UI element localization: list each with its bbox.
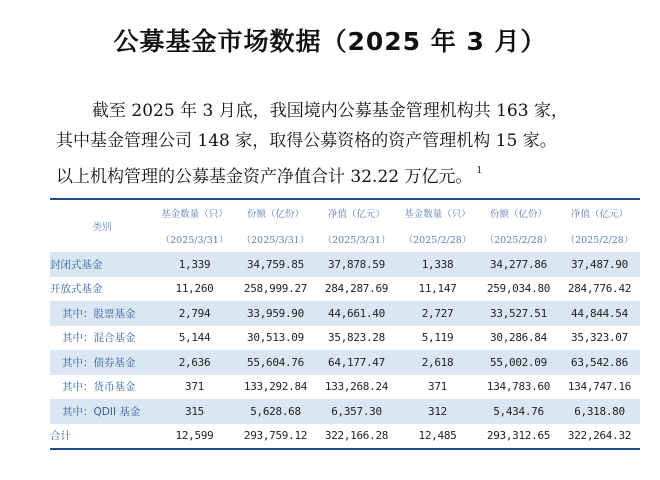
- column-date: （2025/2/28）: [403, 235, 472, 246]
- table-cell: 33,527.51: [478, 301, 559, 326]
- table-cell: 34,759.85: [235, 252, 316, 277]
- table-cell: 11,147: [418, 282, 457, 296]
- table-cell: 5,144: [178, 331, 211, 345]
- table-cell: 284,287.69: [324, 282, 389, 296]
- row-name: 其中：货币基金: [62, 381, 136, 394]
- table-cell: 33,959.90: [235, 301, 316, 326]
- table-cell: 322,166.28: [316, 424, 397, 450]
- column-date: （2025/2/28）: [565, 235, 634, 246]
- table-cell: 293,759.12: [235, 424, 316, 450]
- table-cell: 44,844.54: [559, 301, 640, 326]
- document-title: 公募基金市场数据（2025 年 3 月）: [113, 27, 547, 56]
- column-header: 份额（亿份）: [246, 209, 304, 220]
- table-row: [50, 399, 640, 424]
- column-date: （2025/3/31）: [241, 235, 310, 246]
- table-row: [50, 375, 640, 400]
- table-cell: 12,599: [154, 424, 235, 450]
- table-cell: 133,268.24: [324, 380, 389, 394]
- row-name: 封闭式基金: [50, 252, 154, 277]
- table-cell: 2,794: [154, 301, 235, 326]
- table-row: [50, 277, 640, 302]
- table-cell: 134,783.60: [486, 380, 551, 394]
- table-cell: 2,727: [397, 301, 478, 326]
- table-row: [50, 326, 640, 351]
- table-cell: 11,260: [175, 282, 214, 296]
- table-row: [50, 252, 640, 277]
- table-cell: 34,277.86: [478, 252, 559, 277]
- table-cell: 293,312.65: [478, 424, 559, 450]
- column-header: 净值（亿元）: [570, 209, 628, 220]
- row-name: 其中：混合基金: [62, 332, 136, 345]
- table-cell: 2,618: [397, 350, 478, 375]
- table-cell: 6,357.30: [316, 399, 397, 424]
- table-cell: 5,434.76: [478, 399, 559, 424]
- table-cell: 1,339: [154, 252, 235, 277]
- summary-line-1: 截至 2025 年 3 月底，我国境内公募基金管理机构共 163 家，: [92, 101, 568, 121]
- table-cell: 133,292.84: [243, 380, 308, 394]
- table-cell: 258,999.27: [243, 282, 308, 296]
- table-cell: 12,485: [397, 424, 478, 450]
- table-cell: 37,878.59: [316, 252, 397, 277]
- row-name: 其中：债券基金: [50, 350, 154, 375]
- table-cell: 44,661.40: [316, 301, 397, 326]
- table-cell: 6,318.80: [559, 399, 640, 424]
- column-header: 份额（亿份）: [489, 209, 547, 220]
- table-cell: 322,264.32: [559, 424, 640, 450]
- row-name: 其中：QDII 基金: [50, 399, 154, 424]
- table-cell: 315: [154, 399, 235, 424]
- summary-line-2: 其中基金管理公司 148 家，取得公募资格的资产管理机构 15 家。: [56, 131, 557, 151]
- table-cell: 35,823.28: [328, 331, 385, 345]
- table-cell: 63,542.86: [559, 350, 640, 375]
- fund-data-table: [50, 198, 640, 450]
- row-name: 合计: [50, 424, 154, 450]
- table-row: [50, 301, 640, 326]
- column-date: （2025/2/28）: [484, 235, 553, 246]
- table-cell: 37,487.90: [559, 252, 640, 277]
- table-cell: 371: [428, 380, 447, 394]
- table-cell: 371: [185, 380, 204, 394]
- table-cell: 55,604.76: [235, 350, 316, 375]
- column-header: 基金数量（只）: [404, 209, 471, 220]
- table-cell: 64,177.47: [316, 350, 397, 375]
- row-name: 开放式基金: [50, 283, 103, 296]
- table-cell: 5,119: [421, 331, 454, 345]
- row-name: 其中：股票基金: [50, 301, 154, 326]
- table-row: [50, 350, 640, 375]
- table-cell: 284,776.42: [567, 282, 632, 296]
- table-cell: 259,034.80: [486, 282, 551, 296]
- footnote-marker: 1: [476, 166, 483, 176]
- summary-paragraph: [56, 96, 626, 192]
- table-cell: 5,628.68: [235, 399, 316, 424]
- column-header: 净值（亿元）: [327, 209, 385, 220]
- table-cell: 35,323.07: [571, 331, 628, 345]
- table-cell: 30,286.84: [490, 331, 547, 345]
- table-row-total: [50, 424, 640, 450]
- table-cell: 30,513.09: [247, 331, 304, 345]
- summary-line-3-text: 以上机构管理的公募基金资产净值合计 32.22 万亿元。: [56, 167, 473, 187]
- column-date: （2025/3/31）: [322, 235, 391, 246]
- table-cell: 2,636: [154, 350, 235, 375]
- table-cell: 312: [397, 399, 478, 424]
- table-cell: 134,747.16: [567, 380, 632, 394]
- table-cell: 1,338: [397, 252, 478, 277]
- summary-line-3: [56, 156, 626, 192]
- column-date: （2025/3/31）: [160, 235, 229, 246]
- category-header: 类别: [92, 222, 112, 233]
- column-header: 基金数量（只）: [161, 209, 228, 220]
- table-cell: 55,002.09: [478, 350, 559, 375]
